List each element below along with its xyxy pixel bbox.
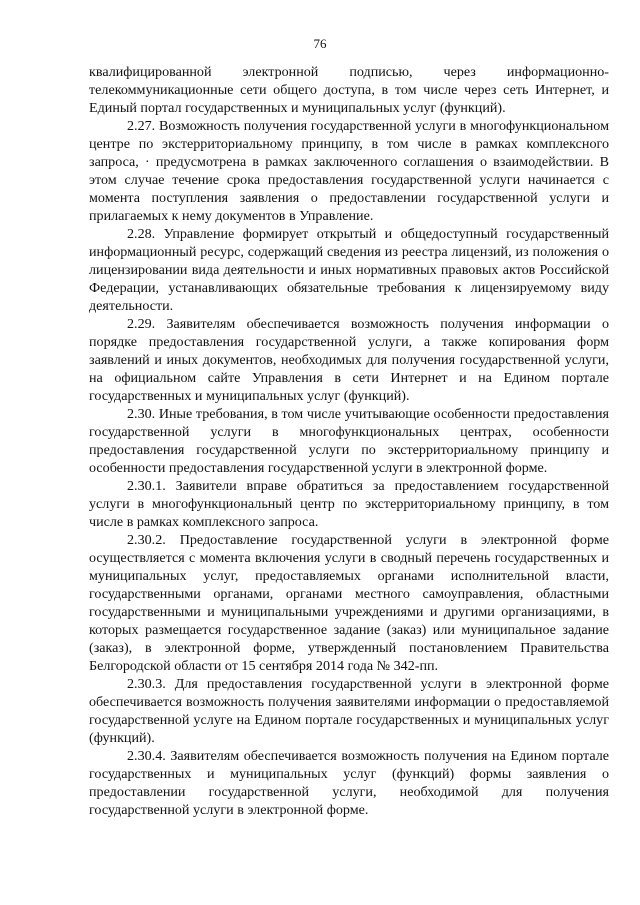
paragraph-continuation: квалифицированной электронной подписью, через информационно-телекоммуникационные сети общего доступа, в том числе через сеть Интернет, и Единый портал государственных и муниципальных услуг (функций).: [89, 64, 609, 116]
paragraph-2-27: 2.27. Возможность получения государственной услуги в многофункциональном центре по экстерриториальному принципу, в том числе в рамках комплексного запроса, · предусмотрена в рамках заключенного соглашения о взаимодействии. В этом случае течение срока предоставления государственной услуги начинается с момента поступления заявления о предоставлении государственной услуги и прилагаемых к нему документов в Управление.: [89, 118, 609, 224]
paragraph-2-28: 2.28. Управление формирует открытый и общедоступный государственный информационный ресурс, содержащий сведения из реестра лицензий, из положения о лицензировании вида деятельности и иных нормативных правовых актов Российской Федерации, устанавливающих обязательные требования к лицензируемому виду деятельности.: [89, 226, 609, 314]
paragraph-2-30: 2.30. Иные требования, в том числе учитывающие особенности предоставления государственной услуги в многофункциональных центрах, особенности предоставления государственной услуги по экстерриториальному принципу и особенности предоставления государственной услуги в электронной форме.: [89, 406, 609, 476]
document-body: [89, 63, 609, 819]
paragraph-2-30-3: 2.30.3. Для предоставления государственной услуги в электронной форме обеспечивается возможность получения заявителями информации о предоставляемой государственной услуге на Едином портале государственных и муниципальных услуг (функций).: [89, 676, 609, 746]
paragraph-2-29: 2.29. Заявителям обеспечивается возможность получения информации о порядке предоставления государственной услуги, а также копирования форм заявлений и иных документов, необходимых для получения государственной услуги, на официальном сайте Управления в сети Интернет и на Едином портале государственных и муниципальных услуг (функций).: [89, 316, 609, 404]
paragraph-2-30-1: 2.30.1. Заявители вправе обратиться за предоставлением государственной услуги в многофункциональный центр по экстерриториальному принципу, в том числе в рамках комплексного запроса.: [89, 478, 609, 530]
paragraph-2-30-2: 2.30.2. Предоставление государственной услуги в электронной форме осуществляется с момента включения услуги в сводный перечень государственных и муниципальных услуг, предоставляемых органами исполнительной власти, государственными органами, органами местного самоуправления, областными государственными и муниципальными учреждениями и другими организациями, в которых размещается государственное задание (заказ) или муниципальное задание (заказ), в электронной форме, утвержденный постановлением Правительства Белгородской области от 15 сентября 2014 года № 342-пп.: [89, 532, 609, 674]
paragraph-2-30-4: 2.30.4. Заявителям обеспечивается возможность получения на Едином портале государственных и муниципальных услуг (функций) формы заявления о предоставлении государственной услуги, необходимой для получения государственной услуги в электронной форме.: [89, 748, 609, 818]
page-number: 76: [313, 36, 327, 51]
